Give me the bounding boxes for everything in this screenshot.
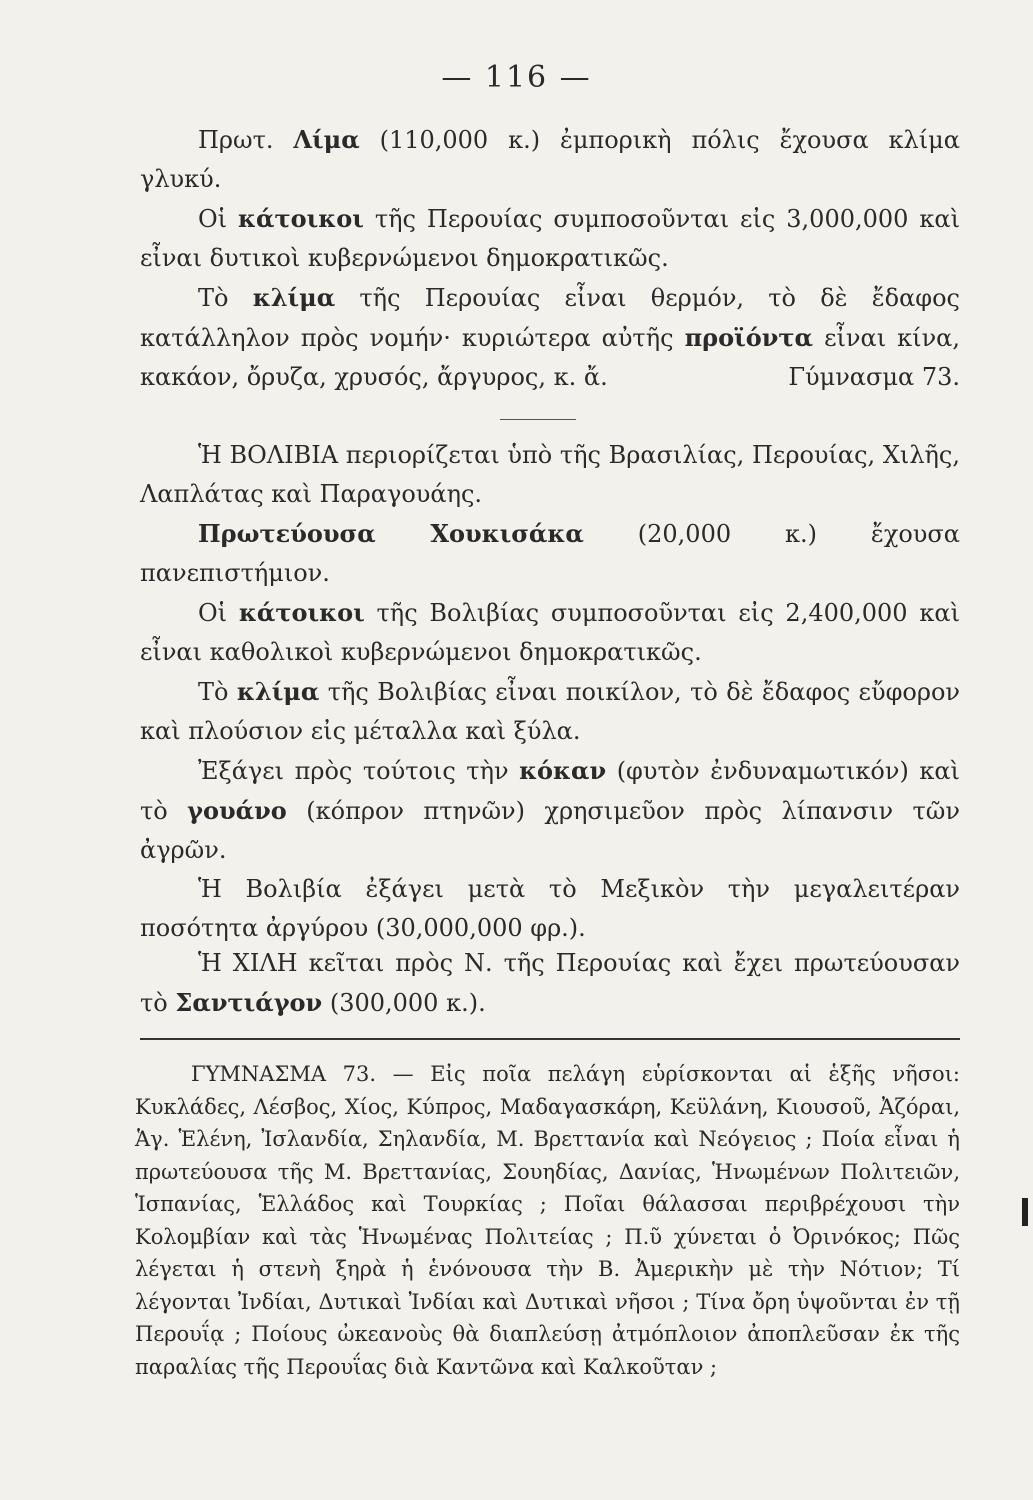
page-number: — 116 — — [441, 60, 592, 95]
bolivia-intro: Ἡ ΒΟΛΙΒΙΑ περιορίζεται ὑπὸ τῆς Βρασιλίας, Περουίας, Χιλῆς, Λαπλάτας καὶ Παραγουάης. — [140, 441, 960, 508]
peru-products-keyword: προϊόντα — [684, 323, 814, 352]
bolivia-export-text: (κόπρον πτηνῶν) χρησιμεῦον πρὸς λίπανσιν τῶν ἀγρῶν. — [140, 797, 960, 864]
bolivia-export-middle: (φυτὸν ἐνδυναμωτικόν) καὶ τὸ — [140, 757, 960, 825]
footnote-divider — [140, 1038, 960, 1040]
peru-population-paragraph — [140, 199, 960, 278]
bolivia-export-prefix: Ἐξάγει πρὸς τούτοις τὴν — [198, 757, 509, 785]
chile-capital-name: Σαντιάγον — [175, 988, 323, 1017]
bolivia-pop-prefix: Οἱ — [198, 599, 228, 627]
bolivia-climate-prefix: Τὸ — [198, 678, 229, 706]
peru-capital-text: (110,000 κ.) ἐμπορικὴ πόλις ἔχουσα κλίμα γλυκύ. — [140, 126, 960, 193]
exercise-reference: Γύμνασμα 73. — [788, 363, 960, 391]
chile-capital-text: (300,000 κ.). — [329, 989, 486, 1017]
exercise-text: ΓΥΜΝΑΣΜΑ 73. — Εἰς ποῖα πελάγη εὑρίσκονται αἱ ἑξῆς νῆσοι: Κυκλάδες, Λέσβος, Χίος, Κύπρος, Μαδαγασκάρη, Κεϋλάνη, Κιουσοῦ, Ἀζόραι, Ἁγ. Ἑλένη, Ἰσλανδία, Σηλανδία, Μ. Βρεττανία καὶ Νεόγειος ; Ποία εἶναι ἡ πρωτεύουσα τῆς Μ. Βρεττανίας, Σουηδίας, Δανίας, Ἡνωμένων Πολιτειῶν, Ἱσπανίας, Ἑλλάδος καὶ Τουρκίας ; Ποῖαι θάλασσαι περιβρέχουσι τὴν Κολομβίαν καὶ τὰς Ἡνωμένας Πολιτείας ; Π.ῦ χύνεται ὁ Ὀρινόκος; Πῶς λέγεται ἡ στενὴ ξηρὰ ἡ ἑνόνουσα τὴν Β. Ἀμερικὴν μὲ τὴν Νότιον; Τί λέγονται Ἰνδίαι, Δυτικαὶ Ἰνδίαι καὶ Δυτικαὶ νῆσοι ; Τίνα ὄρη ὑψοῦνται ἐν τῇ Περουΐᾳ ; Ποίους ὠκεανοὺς θὰ διαπλεύσῃ ἀτμόπλοιον ἀποπλεῦσαν ἐκ τῆς παραλίας τῆς Περουΐας διὰ Καντῶνα καὶ Καλκοῦταν ; — [135, 1062, 960, 1379]
bolivia-guano-keyword: γουάνο — [187, 796, 287, 825]
bolivia-climate-text: τῆς Βολιβίας εἶναι ποικίλον, τὸ δὲ ἔδαφος εὔφορον καὶ πλούσιον εἰς μέταλλα καὶ ξύλα. — [140, 678, 960, 745]
chile-paragraph — [140, 944, 960, 1023]
exercise-block — [135, 1058, 960, 1383]
bolivia-section — [140, 436, 960, 948]
bolivia-export-paragraph — [140, 751, 960, 870]
peru-products-text: εἶναι κίνα, κακάον, ὄρυζα, χρυσός, ἄργυρος, κ. ἄ. — [140, 324, 960, 391]
chile-intro: Ἡ ΧΙΛΗ κεῖται πρὸς Ν. τῆς Περουίας καὶ ἔχει πρωτεύουσαν τὸ — [140, 949, 960, 1017]
bolivia-silver-paragraph: Ἡ Βολιβία ἐξάγει μετὰ τὸ Μεξικὸν τὴν μεγαλειτέραν ποσότητα ἀργύρου (30,000,000 φρ.). — [140, 875, 960, 942]
peru-climate-text: τῆς Περουίας εἶναι θερμόν, τὸ δὲ ἔδαφος κατάλληλον πρὸς νομήν· κυριώτερα αὐτῆς — [140, 284, 960, 352]
bolivia-capital-name: Πρωτεύουσα Χουκισάκα — [198, 519, 584, 548]
peru-pop-prefix: Οἱ — [198, 205, 228, 233]
section-divider — [500, 419, 576, 420]
bolivia-pop-text: τῆς Βολιβίας συμποσοῦνται εἰς 2,400,000 καὶ εἶναι καθολικοὶ κυβερνώμενοι δημοκρατικῶς. — [140, 599, 960, 666]
peru-capital-paragraph — [140, 120, 960, 199]
bolivia-kokan-keyword: κόκαν — [519, 756, 607, 785]
peru-capital-prefix: Πρωτ. — [198, 126, 274, 154]
bolivia-capital-paragraph — [140, 514, 960, 593]
bolivia-pop-keyword: κάτοικοι — [238, 598, 365, 627]
bolivia-climate-keyword: κλίμα — [236, 677, 320, 706]
peru-capital-name: Λίμα — [293, 125, 360, 154]
peru-climate-prefix: Τὸ — [198, 284, 229, 312]
peru-section — [140, 120, 960, 397]
peru-pop-text: τῆς Περουίας συμποσοῦνται εἰς 3,000,000 καὶ εἶναι δυτικοὶ κυβερνώμενοι δημοκρατικῶς. — [140, 205, 960, 272]
chile-section — [140, 944, 960, 1023]
peru-pop-keyword: κάτοικοι — [238, 204, 364, 233]
bolivia-population-paragraph — [140, 593, 960, 672]
bolivia-climate-paragraph — [140, 672, 960, 751]
bolivia-capital-text: (20,000 κ.) ἔχουσα πανεπιστήμιον. — [140, 520, 960, 587]
binding-mark — [1022, 1198, 1028, 1226]
peru-climate-keyword: κλίμα — [252, 283, 336, 312]
